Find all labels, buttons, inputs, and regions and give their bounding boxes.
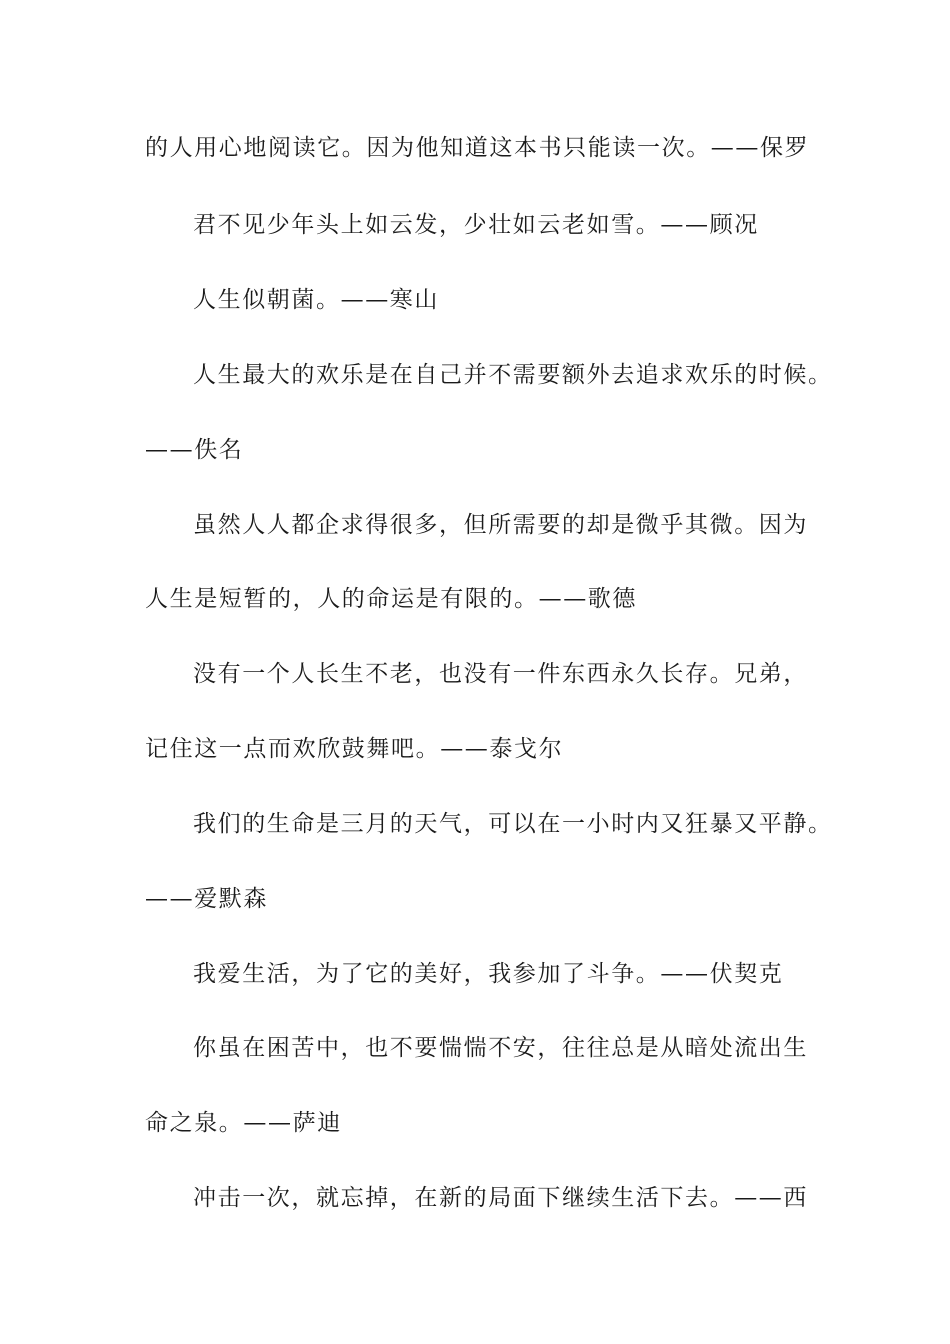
text-line: 虽然人人都企求得很多，但所需要的却是微乎其微。因为 [193,512,808,538]
text-line: ——爱默森 [145,886,268,912]
text-line: ——佚名 [145,437,244,463]
text-line: 的人用心地阅读它。因为他知道这本书只能读一次。——保罗 [145,135,810,161]
text-line: 命之泉。——萨迪 [145,1110,342,1136]
text-line: 人生似朝菌。——寒山 [193,287,439,313]
text-line: 人生是短暂的，人的命运是有限的。——歌德 [145,586,637,612]
text-line: 我们的生命是三月的天气，可以在一小时内又狂暴又平静。 [193,811,833,837]
text-line: 记住这一点而欢欣鼓舞吧。——泰戈尔 [145,736,564,762]
text-line: 没有一个人长生不老，也没有一件东西永久长存。兄弟， [193,661,808,687]
text-line: 君不见少年头上如云发，少壮如云老如雪。——顾况 [193,212,759,238]
text-line: 你虽在困苦中，也不要惴惴不安，往往总是从暗处流出生 [193,1035,808,1061]
text-line: 人生最大的欢乐是在自己并不需要额外去追求欢乐的时候。 [193,362,833,388]
text-line: 冲击一次，就忘掉，在新的局面下继续生活下去。——西 [193,1185,808,1211]
text-line: 我爱生活，为了它的美好，我参加了斗争。——伏契克 [193,961,784,987]
